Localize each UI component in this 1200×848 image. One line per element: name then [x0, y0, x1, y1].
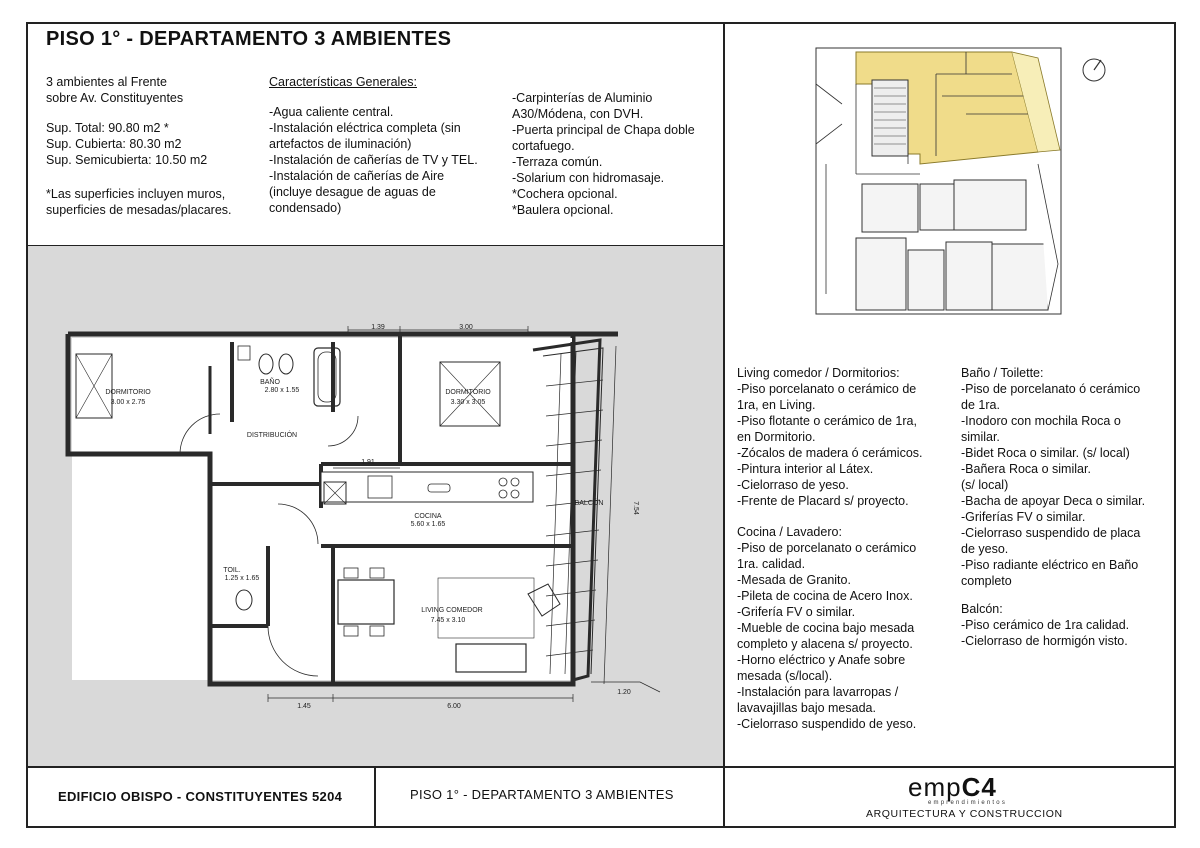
dim-139: 1.39: [371, 324, 385, 331]
dim-600: 6.00: [447, 703, 461, 710]
logo-main: emp: [908, 772, 962, 802]
room-label-dorm1: DORMITORIO: [105, 389, 151, 396]
room-size-toil: 1.25 x 1.65: [224, 575, 260, 582]
specs-living: Living comedor / Dormitorios: -Piso porcelanato o cerámico de 1ra, en Living. -Piso flotante o cerámico de 1ra, en Dormitorio. -Zócalos de madera ó cerámicos. -Pintura interior al Látex. -Cielorraso de yeso. -Frente de Placard s/ proyecto.: [737, 366, 923, 508]
features-column-2: -Carpinterías de Aluminio A30/Módena, con DVH. -Puerta principal de Chapa doble cortafuego. -Terraza común. -Solarium con hidromasaje. *Cochera opcional. *Baulera opcional.: [512, 91, 695, 217]
logo-subtitle: emprendimientos: [928, 800, 1008, 806]
specs-cocina: Cocina / Lavadero: -Piso de porcelanato o cerámico 1ra. calidad. -Mesada de Granito. -Pileta de cocina de Acero Inox. -Grifería FV o similar. -Mueble de cocina bajo mesada completo y alacena s/ proyecto. -Horno eléctrico y Anafe sobre mesada (s/local). -Instalación para lavarropas / lavavajillas bajo mesada. -Cielorraso suspendido de yeso.: [737, 525, 917, 731]
dim-300: 3.00: [459, 324, 473, 331]
location-text: 3 ambientes al Frente sobre Av. Constituyentes: [46, 75, 184, 105]
dim-120: 1.20: [617, 689, 631, 696]
room-label-balcon: BALCÓN: [574, 500, 604, 507]
room-size-bano: 2.80 x 1.55: [264, 387, 300, 394]
dim-754: 7.54: [632, 501, 639, 515]
room-label-toil: TOIL.: [223, 567, 241, 574]
vertical-divider: [723, 22, 725, 828]
footer-building: EDIFICIO OBISPO - CONSTITUYENTES 5204: [58, 789, 343, 804]
dim-145: 1.45: [297, 703, 311, 710]
footer-unit: PISO 1° - DEPARTAMENTO 3 AMBIENTES: [410, 787, 674, 802]
room-label-distribucion: DISTRIBUCIÓN: [246, 432, 298, 439]
room-label-dorm2: DORMITORIO: [445, 389, 491, 396]
floor-plan: [28, 246, 723, 766]
room-size-cocina: 5.60 x 1.65: [410, 521, 446, 528]
dim-191: 1.91: [361, 459, 375, 466]
company-logo: [908, 772, 997, 803]
floor-key-plan: [812, 44, 1112, 344]
surfaces-note: *Las superficies incluyen muros, superficies de mesadas/placares.: [46, 187, 232, 217]
room-size-dorm2: 3.30 x 3.05: [450, 399, 486, 406]
room-label-bano: BAÑO: [260, 379, 280, 386]
logo-tagline: ARQUITECTURA Y CONSTRUCCION: [866, 808, 1063, 820]
surfaces-text: Sup. Total: 90.80 m2 * Sup. Cubierta: 80.30 m2 Sup. Semicubierta: 10.50 m2: [46, 121, 208, 167]
footer-cell-divider: [374, 766, 376, 828]
room-size-living: 7.45 x 3.10: [430, 617, 466, 624]
specs-balcon: Balcón: -Piso cerámico de 1ra calidad. -Cielorraso de hormigón visto.: [961, 602, 1130, 648]
page-title: PISO 1° - DEPARTAMENTO 3 AMBIENTES: [46, 28, 452, 50]
room-label-living: LIVING COMEDOR: [421, 607, 483, 614]
footer-divider: [26, 766, 1176, 768]
specs-bano: Baño / Toilette: -Piso de porcelanato ó cerámico de 1ra. -Inodoro con mochila Roca o similar. -Bidet Roca o similar. (s/ local) -Bañera Roca o similar. (s/ local) -Bacha de apoyar Deca o similar. -Griferías FV o similar. -Cielorraso suspendido de placa de yeso. -Piso radiante eléctrico en Baño completo: [961, 366, 1146, 588]
features-column-1: -Agua caliente central. -Instalación eléctrica completa (sin artefactos de iluminación) -Instalación de cañerías de TV y TEL. -Instalación de cañerías de Aire (incluye desague de aguas de condensado): [269, 105, 478, 215]
room-label-cocina: COCINA: [414, 513, 442, 520]
logo-bold: C4: [961, 772, 997, 802]
room-size-dorm1: 3.00 x 2.75: [110, 399, 146, 406]
features-heading: Características Generales:: [269, 75, 417, 89]
